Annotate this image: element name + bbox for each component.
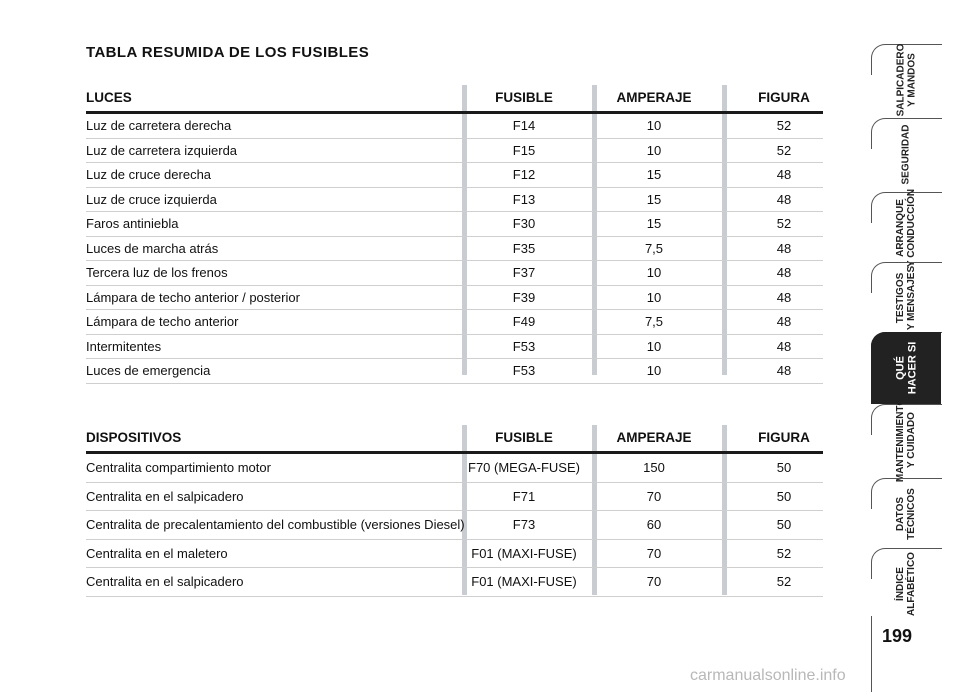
cell-amperaje: 10 xyxy=(646,142,662,158)
cell-figura: 52 xyxy=(776,545,792,561)
cell-name: Luces de emergencia xyxy=(86,363,211,378)
cell-name: Luces de marcha atrás xyxy=(86,240,219,256)
section-tab-5[interactable] xyxy=(871,332,941,404)
table-row xyxy=(86,568,823,597)
cell-name: Centralita en el salpicadero xyxy=(86,488,244,504)
tab-label-line1: TESTIGOS xyxy=(894,272,906,324)
cell-figura: 48 xyxy=(776,338,792,354)
table-row xyxy=(86,310,823,335)
cell-fusible: F71 xyxy=(512,488,536,504)
cell-figura: 48 xyxy=(776,314,792,329)
tab-label-line2: TÉCNICOS xyxy=(905,488,917,540)
cell-figura: 48 xyxy=(776,191,792,207)
table-row xyxy=(86,483,823,512)
table-row xyxy=(86,212,823,237)
page-number: 199 xyxy=(881,626,913,646)
cell-amperaje: 10 xyxy=(646,265,662,280)
cell-name: Luz de carretera derecha xyxy=(86,118,232,133)
header-amperaje: AMPERAJE xyxy=(616,430,692,445)
cell-name: Lámpara de techo anterior xyxy=(86,314,239,329)
cell-name: Intermitentes xyxy=(86,338,162,354)
watermark: carmanualsonline.info xyxy=(690,667,846,684)
cell-amperaje: 70 xyxy=(646,574,662,589)
section-tab-6[interactable] xyxy=(871,397,941,483)
section-tab-8[interactable] xyxy=(871,548,941,620)
tab-label-line2: Y MANDOS xyxy=(906,53,918,107)
page-title: TABLA RESUMIDA DE LOS FUSIBLES xyxy=(86,44,370,61)
cell-name: Centralita en el maletero xyxy=(86,545,228,561)
tab-label-line1: SEGURIDAD xyxy=(900,123,912,185)
cell-name: Luz de cruce derecha xyxy=(86,167,212,182)
cell-amperaje: 70 xyxy=(646,488,662,504)
cell-fusible: F14 xyxy=(512,118,536,133)
cell-fusible: F37 xyxy=(512,265,536,280)
cell-amperaje: 10 xyxy=(646,289,662,305)
cell-fusible: F15 xyxy=(512,142,536,158)
table-row xyxy=(86,454,823,483)
luces-table xyxy=(86,85,823,384)
cell-figura: 48 xyxy=(776,167,792,182)
header-figura: FIGURA xyxy=(758,430,810,445)
tab-label-line1: DATOS xyxy=(894,496,906,532)
table-row xyxy=(86,335,823,360)
tab-label-line2: HACER SI xyxy=(906,341,918,395)
cell-figura: 52 xyxy=(776,574,792,589)
tab-label-line2: Y CONDUCCIÓN xyxy=(906,188,917,268)
cell-figura: 48 xyxy=(776,265,792,280)
header-dispositivos: DISPOSITIVOS xyxy=(86,430,182,445)
cell-fusible: F13 xyxy=(512,191,536,207)
header-luces: LUCES xyxy=(86,90,132,105)
cell-amperaje: 15 xyxy=(646,191,662,207)
cell-amperaje: 15 xyxy=(646,216,662,231)
header-amperaje: AMPERAJE xyxy=(616,90,692,105)
header-figura: FIGURA xyxy=(758,90,810,105)
tab-label-line1: ARRANQUE xyxy=(895,199,906,257)
tab-label-line2: Y MENSAJES xyxy=(905,265,917,331)
cell-figura: 52 xyxy=(776,118,792,133)
table-row xyxy=(86,359,823,384)
cell-name: Centralita compartimiento motor xyxy=(86,460,271,475)
table-header xyxy=(86,425,823,454)
table-row xyxy=(86,139,823,164)
cell-amperaje: 10 xyxy=(646,338,662,354)
cell-fusible: F53 xyxy=(512,363,536,378)
cell-name: Lámpara de techo anterior / posterior xyxy=(86,289,300,305)
cell-name: Centralita en el salpicadero xyxy=(86,574,244,589)
cell-amperaje: 60 xyxy=(646,517,662,532)
tab-label-line2: ALFABÉTICO xyxy=(905,552,917,616)
table-row xyxy=(86,237,823,262)
table-row xyxy=(86,511,823,540)
table-row xyxy=(86,261,823,286)
cell-amperaje: 7,5 xyxy=(644,314,664,329)
cell-fusible: F73 xyxy=(512,517,536,532)
cell-amperaje: 10 xyxy=(646,118,662,133)
cell-figura: 52 xyxy=(776,216,792,231)
cell-name: Tercera luz de los frenos xyxy=(86,265,228,280)
cell-figura: 48 xyxy=(776,289,792,305)
cell-amperaje: 7,5 xyxy=(644,240,664,256)
cell-figura: 50 xyxy=(776,488,792,504)
cell-amperaje: 10 xyxy=(646,363,662,378)
header-fusible: FUSIBLE xyxy=(495,430,553,445)
section-tab-2[interactable] xyxy=(871,118,941,190)
section-tabs xyxy=(871,0,960,692)
tab-label-line2: Y CUIDADO xyxy=(906,412,918,468)
header-fusible: FUSIBLE xyxy=(495,90,553,105)
cell-name: Luz de carretera izquierda xyxy=(86,142,238,158)
table-row xyxy=(86,114,823,139)
cell-fusible: F30 xyxy=(512,216,536,231)
table-header xyxy=(86,85,823,114)
cell-figura: 52 xyxy=(776,142,792,158)
cell-amperaje: 150 xyxy=(643,460,665,475)
table-row xyxy=(86,286,823,311)
tab-label-line1: MANTENIMIENTO xyxy=(895,397,907,483)
cell-fusible: F01 (MAXI-FUSE) xyxy=(471,545,577,561)
cell-fusible: F70 (MEGA-FUSE) xyxy=(468,460,580,475)
section-tab-1[interactable] xyxy=(871,44,941,116)
dispositivos-table xyxy=(86,425,823,597)
tab-label-line1: ÍNDICE xyxy=(894,567,906,601)
tab-label-line1: QUÉ xyxy=(894,356,906,380)
table-row xyxy=(86,188,823,213)
table-row xyxy=(86,540,823,569)
section-tab-7[interactable] xyxy=(871,478,941,550)
tab-label-line1: SALPICADERO xyxy=(895,43,907,117)
cell-fusible: F12 xyxy=(512,167,536,182)
table-row xyxy=(86,163,823,188)
cell-amperaje: 70 xyxy=(646,545,662,561)
section-tab-4[interactable] xyxy=(871,262,941,334)
cell-amperaje: 15 xyxy=(646,167,662,182)
cell-fusible: F01 (MAXI-FUSE) xyxy=(471,574,577,589)
cell-fusible: F49 xyxy=(512,314,536,329)
cell-figura: 48 xyxy=(776,363,792,378)
cell-fusible: F53 xyxy=(512,338,536,354)
cell-name: Faros antiniebla xyxy=(86,216,179,231)
cell-name: Centralita de precalentamiento del combustible (versiones Diesel) xyxy=(86,517,465,532)
cell-figura: 48 xyxy=(776,240,792,256)
cell-figura: 50 xyxy=(776,460,792,475)
cell-fusible: F35 xyxy=(512,240,536,256)
cell-fusible: F39 xyxy=(512,289,536,305)
cell-figura: 50 xyxy=(776,517,792,532)
section-tab-3[interactable] xyxy=(871,188,941,268)
cell-name: Luz de cruce izquierda xyxy=(86,191,217,207)
